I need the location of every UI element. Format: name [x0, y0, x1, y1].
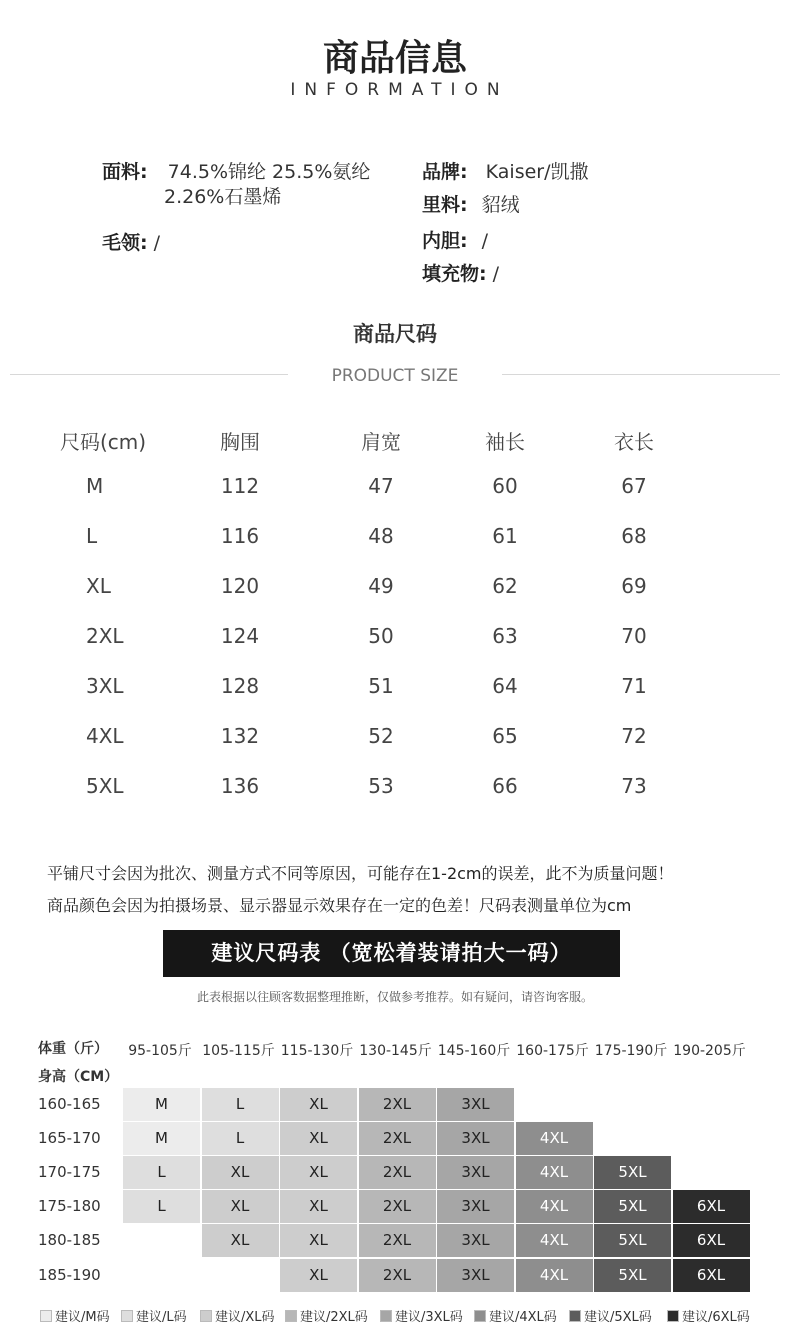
size-table-value-cell: 65	[492, 724, 518, 748]
size-recommendation-cell: XL	[202, 1224, 279, 1257]
size-table-value-cell: 136	[220, 774, 260, 798]
size-table-header: 尺码(cm)	[60, 430, 147, 454]
size-recommendation-cell: XL	[202, 1190, 279, 1223]
legend-swatch	[474, 1310, 486, 1322]
page-title: 商品信息	[322, 38, 467, 79]
size-recommendation-cell: 4XL	[516, 1224, 593, 1257]
size-table-value-cell: 53	[368, 774, 394, 798]
legend-label: 建议/L码	[136, 1310, 187, 1325]
size-recommendation-cell: XL	[280, 1122, 357, 1155]
size-recommendation-cell: 3XL	[437, 1224, 514, 1257]
size-recommendation-cell: 3XL	[437, 1088, 514, 1121]
legend-swatch	[285, 1310, 297, 1322]
legend-label: 建议/6XL码	[682, 1310, 750, 1325]
size-recommendation-cell: 6XL	[673, 1190, 750, 1223]
legend-item	[474, 1306, 557, 1325]
height-row-label: 160-165	[38, 1095, 101, 1113]
size-recommendation-cell: 3XL	[437, 1122, 514, 1155]
filling-info	[422, 262, 499, 286]
legend-item	[285, 1306, 368, 1325]
legend-swatch	[569, 1310, 581, 1322]
size-recommendation-cell: 4XL	[516, 1156, 593, 1189]
legend-swatch	[380, 1310, 392, 1322]
size-table-value-cell: 60	[492, 474, 518, 498]
size-table-value-cell: 49	[368, 574, 394, 598]
legend-label: 建议/2XL码	[300, 1310, 368, 1325]
size-table-value-cell: 124	[220, 624, 260, 648]
legend-item	[121, 1306, 187, 1325]
size-recommendation-cell: 4XL	[516, 1190, 593, 1223]
legend-item	[667, 1306, 750, 1325]
size-table-size-cell: M	[86, 474, 104, 498]
size-table-value-cell: 48	[368, 524, 394, 548]
note-line-1: 平铺尺寸会因为批次、测量方式不同等原因，可能存在1-2cm的误差，此不为质量问题！	[47, 864, 674, 883]
recommend-banner: 建议尺码表 （宽松着装请拍大一码）	[163, 930, 620, 977]
legend-item	[200, 1306, 275, 1325]
size-recommendation-cell: 2XL	[359, 1122, 436, 1155]
size-recommendation-cell: 6XL	[673, 1224, 750, 1257]
recommend-subtitle: 此表根据以往顾客数据整理推断，仅做参考推荐。如有疑问，请咨询客服。	[196, 990, 593, 1004]
size-table-value-cell: 72	[621, 724, 647, 748]
size-table-value-cell: 61	[492, 524, 518, 548]
size-recommendation-cell: 5XL	[594, 1190, 671, 1223]
size-table-value-cell: 128	[220, 674, 260, 698]
size-table-value-cell: 66	[492, 774, 518, 798]
collar-value: /	[153, 232, 161, 254]
weight-column-header: 115-130斤	[280, 1043, 354, 1059]
size-recommendation-cell: XL	[280, 1224, 357, 1257]
page-subtitle: INFORMATION	[290, 80, 509, 100]
size-recommendation-cell: 2XL	[359, 1259, 436, 1292]
size-recommendation-cell: XL	[280, 1156, 357, 1189]
legend-item	[380, 1306, 463, 1325]
size-recommendation-cell: L	[123, 1190, 200, 1223]
size-recommendation-cell: 5XL	[594, 1156, 671, 1189]
size-recommendation-cell: 3XL	[437, 1190, 514, 1223]
size-recommendation-cell: M	[123, 1122, 200, 1155]
height-row-label: 165-170	[38, 1129, 101, 1147]
legend-label: 建议/XL码	[215, 1310, 275, 1325]
legend-item	[40, 1306, 110, 1325]
size-table-value-cell: 64	[492, 674, 518, 698]
size-table-header: 胸围	[220, 430, 260, 454]
fabric-value-line1: 74.5%锦纶 25.5%氨纶	[167, 161, 371, 183]
size-recommendation-cell: 2XL	[359, 1088, 436, 1121]
size-recommendation-cell: M	[123, 1088, 200, 1121]
weight-column-header: 145-160斤	[437, 1043, 511, 1059]
size-recommendation-cell: 4XL	[516, 1122, 593, 1155]
inner-label: 内胆:	[422, 230, 468, 252]
brand-info	[422, 160, 589, 184]
inner-info	[422, 229, 488, 253]
size-table-value-cell: 120	[220, 574, 260, 598]
size-table-size-cell: XL	[86, 574, 111, 598]
size-table-value-cell: 47	[368, 474, 394, 498]
size-recommendation-cell: L	[123, 1156, 200, 1189]
size-table-value-cell: 70	[621, 624, 647, 648]
height-label: 身高（CM）	[38, 1069, 119, 1085]
size-section-title: 商品尺码	[353, 322, 437, 346]
size-table-value-cell: 51	[368, 674, 394, 698]
legend-label: 建议/4XL码	[489, 1310, 557, 1325]
weight-column-header: 160-175斤	[516, 1043, 589, 1059]
lining-info	[422, 193, 520, 217]
legend-label: 建议/5XL码	[584, 1310, 652, 1325]
fabric-info	[102, 160, 370, 184]
size-table-value-cell: 68	[621, 524, 647, 548]
size-table-value-cell: 63	[492, 624, 518, 648]
size-table-value-cell: 62	[492, 574, 518, 598]
size-recommendation-cell: 3XL	[437, 1156, 514, 1189]
legend-swatch	[121, 1310, 133, 1322]
size-recommendation-cell: 2XL	[359, 1224, 436, 1257]
weight-column-header: 130-145斤	[359, 1043, 432, 1059]
size-recommendation-cell: XL	[280, 1190, 357, 1223]
size-recommendation-cell: 3XL	[437, 1259, 514, 1292]
collar-info	[102, 231, 160, 255]
lining-value: 貂绒	[481, 194, 520, 216]
height-row-label: 185-190	[38, 1266, 101, 1284]
legend-swatch	[200, 1310, 212, 1322]
legend-swatch	[40, 1310, 52, 1322]
legend-label: 建议/3XL码	[395, 1310, 463, 1325]
size-recommendation-cell: 2XL	[359, 1190, 436, 1223]
size-table-size-cell: 2XL	[86, 624, 124, 648]
collar-label: 毛领:	[102, 232, 148, 254]
lining-label: 里料:	[422, 194, 468, 216]
size-recommendation-cell: L	[202, 1088, 279, 1121]
weight-column-header: 175-190斤	[594, 1043, 668, 1059]
legend-item	[569, 1306, 652, 1325]
size-recommendation-cell: L	[202, 1122, 279, 1155]
height-row-label: 175-180	[38, 1197, 101, 1215]
brand-value: Kaiser/凯撒	[485, 161, 589, 183]
fabric-value-line2: 2.26%石墨烯	[164, 186, 282, 208]
legend-swatch	[667, 1310, 679, 1322]
size-recommendation-cell: 4XL	[516, 1259, 593, 1292]
size-table-value-cell: 132	[220, 724, 260, 748]
size-recommendation-cell: 2XL	[359, 1156, 436, 1189]
size-table-value-cell: 52	[368, 724, 394, 748]
size-table-value-cell: 73	[621, 774, 647, 798]
size-table-value-cell: 71	[621, 674, 647, 698]
brand-label: 品牌:	[422, 161, 468, 183]
size-recommendation-cell: XL	[202, 1156, 279, 1189]
weight-label: 体重（斤）	[38, 1041, 108, 1057]
filling-value: /	[492, 263, 500, 285]
size-section-subtitle: PRODUCT SIZE	[331, 366, 459, 386]
weight-column-header: 95-105斤	[128, 1043, 192, 1059]
size-table-value-cell: 69	[621, 574, 647, 598]
size-table-size-cell: 4XL	[86, 724, 124, 748]
size-recommendation-cell: XL	[280, 1088, 357, 1121]
size-recommendation-cell: 6XL	[673, 1259, 750, 1292]
size-table-value-cell: 50	[368, 624, 394, 648]
size-table-value-cell: 116	[220, 524, 260, 548]
inner-value: /	[481, 230, 489, 252]
weight-column-header: 105-115斤	[202, 1043, 275, 1059]
size-table-value-cell: 67	[621, 474, 647, 498]
size-table-size-cell: L	[86, 524, 98, 548]
size-table-header: 衣长	[614, 430, 654, 454]
size-table-size-cell: 3XL	[86, 674, 124, 698]
legend-label: 建议/M码	[55, 1310, 110, 1325]
weight-column-header: 190-205斤	[673, 1043, 746, 1059]
size-table-header: 袖长	[485, 430, 525, 454]
height-row-label: 180-185	[38, 1231, 101, 1249]
size-recommendation-cell: XL	[280, 1259, 357, 1292]
size-recommendation-cell: 5XL	[594, 1259, 671, 1292]
note-line-2: 商品颜色会因为拍摄场景、显示器显示效果存在一定的色差！尺码表测量单位为cm	[47, 896, 632, 915]
size-recommendation-cell: 5XL	[594, 1224, 671, 1257]
size-table-size-cell: 5XL	[86, 774, 124, 798]
size-table-header: 肩宽	[361, 430, 401, 454]
height-row-label: 170-175	[38, 1163, 101, 1181]
fabric-label: 面料:	[102, 161, 148, 183]
filling-label: 填充物:	[422, 263, 487, 285]
size-table-value-cell: 112	[220, 474, 260, 498]
